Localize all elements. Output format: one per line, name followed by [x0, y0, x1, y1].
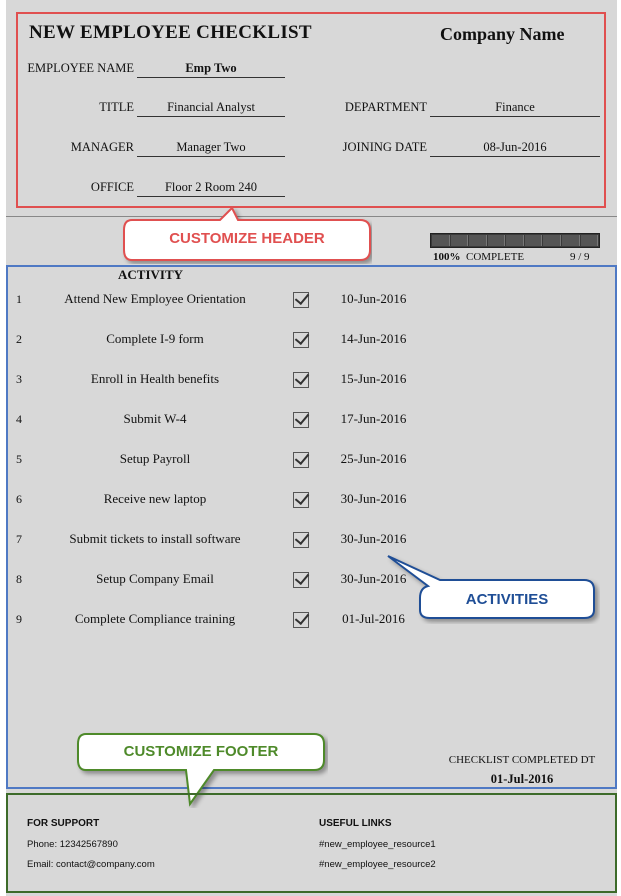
progress-count: 9 / 9 [570, 251, 590, 263]
office-label: OFFICE [90, 180, 134, 194]
activity-row-label: Attend New Employee Orientation [64, 291, 246, 306]
activity-row-number: 4 [16, 412, 22, 426]
activity-row-date[interactable]: 10-Jun-2016 [340, 291, 407, 306]
office-field[interactable]: Floor 2 Room 240 [137, 179, 285, 197]
activity-row-number: 6 [16, 492, 22, 506]
support-email[interactable]: Email: contact@company.com [27, 859, 155, 870]
activity-row-date[interactable]: 01-Jul-2016 [342, 611, 405, 626]
title-label: TITLE [99, 100, 134, 114]
progress-complete-label: COMPLETE [466, 251, 525, 263]
useful-link-1[interactable]: #new_employee_resource1 [319, 839, 436, 850]
activities-callout-label: ACTIVITIES [465, 590, 549, 608]
activity-checkbox[interactable] [293, 492, 309, 508]
progress-percent: 100% [433, 251, 461, 263]
customize-header-label: CUSTOMIZE HEADER [169, 229, 325, 247]
support-phone: Phone: 12342567890 [27, 839, 118, 850]
employee-name-field[interactable]: Emp Two [137, 60, 285, 78]
activity-checkbox[interactable] [293, 412, 309, 428]
activity-row-number: 9 [16, 612, 22, 626]
activity-row-date[interactable]: 30-Jun-2016 [340, 531, 407, 546]
department-label: DEPARTMENT [344, 100, 427, 114]
activity-row-date[interactable]: 14-Jun-2016 [340, 331, 407, 346]
activity-row-label: Receive new laptop [103, 491, 207, 506]
activity-row-label: Submit tickets to install software [69, 531, 241, 546]
checklist-completed-date: 01-Jul-2016 [490, 772, 554, 786]
activity-checkbox[interactable] [293, 452, 309, 468]
joining-date-field[interactable]: 08-Jun-2016 [430, 139, 600, 157]
activity-checkbox[interactable] [293, 292, 309, 308]
activity-row-number: 8 [16, 572, 22, 586]
activity-row-number: 1 [16, 292, 22, 306]
useful-link-2[interactable]: #new_employee_resource2 [319, 859, 436, 870]
checklist-completed-label: CHECKLIST COMPLETED DT [448, 754, 596, 766]
activity-row-label: Submit W-4 [123, 411, 187, 426]
useful-links-heading: USEFUL LINKS [319, 818, 392, 829]
activity-row-number: 2 [16, 332, 22, 346]
activity-row-number: 3 [16, 372, 22, 386]
progress-bar [430, 233, 600, 248]
activity-checkbox[interactable] [293, 372, 309, 388]
activity-row-date[interactable]: 15-Jun-2016 [340, 371, 407, 386]
department-field[interactable]: Finance [430, 99, 600, 117]
employee-name-label: EMPLOYEE NAME [27, 61, 134, 75]
activity-checkbox[interactable] [293, 612, 309, 628]
activity-row-date[interactable]: 30-Jun-2016 [340, 491, 407, 506]
activity-row-label: Complete Compliance training [74, 611, 236, 626]
activity-checkbox[interactable] [293, 532, 309, 548]
activity-row-label: Setup Payroll [119, 451, 191, 466]
activity-checkbox[interactable] [293, 332, 309, 348]
activity-row-label: Setup Company Email [96, 571, 214, 586]
activity-column-header: ACTIVITY [118, 267, 184, 282]
activity-row-label: Enroll in Health benefits [90, 371, 220, 386]
company-name[interactable]: Company Name [440, 24, 565, 44]
manager-field[interactable]: Manager Two [137, 139, 285, 157]
activity-row-date[interactable]: 25-Jun-2016 [340, 451, 407, 466]
activity-checkbox[interactable] [293, 572, 309, 588]
customize-footer-label: CUSTOMIZE FOOTER [123, 742, 279, 760]
activity-row-date[interactable]: 17-Jun-2016 [340, 411, 407, 426]
checklist-title: NEW EMPLOYEE CHECKLIST [29, 22, 312, 43]
joining-date-label: JOINING DATE [342, 140, 427, 154]
activity-row-number: 7 [16, 532, 22, 546]
manager-label: MANAGER [70, 140, 134, 154]
title-field[interactable]: Financial Analyst [137, 99, 285, 117]
activity-row-date[interactable]: 30-Jun-2016 [340, 571, 407, 586]
activity-row-label: Complete I-9 form [106, 331, 204, 346]
activity-row-number: 5 [16, 452, 22, 466]
support-heading: FOR SUPPORT [27, 818, 100, 829]
